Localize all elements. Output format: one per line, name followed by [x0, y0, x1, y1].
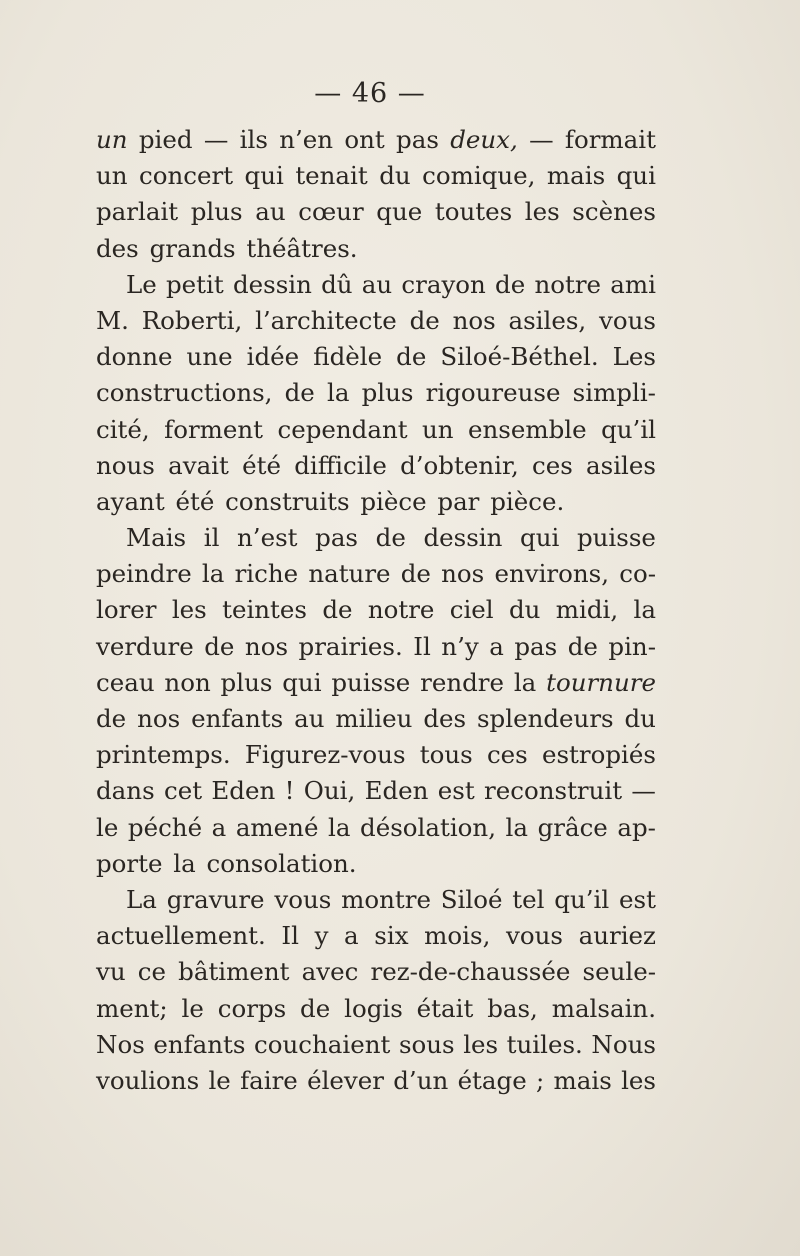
- word: ce: [137, 957, 167, 987]
- word: ceau: [96, 667, 155, 697]
- word: avait: [168, 450, 229, 480]
- word: petit: [166, 269, 224, 299]
- word: logis: [344, 993, 403, 1023]
- word: plus: [361, 378, 414, 408]
- word: cité,: [96, 414, 150, 444]
- word: Figurez-vous: [244, 740, 406, 770]
- word: au: [294, 704, 325, 733]
- word: étage: [457, 1065, 527, 1095]
- word: ap-: [617, 812, 656, 842]
- word: pièce.: [490, 486, 565, 516]
- word: co-: [619, 559, 656, 589]
- word: un: [422, 414, 454, 444]
- word: de: [375, 523, 406, 553]
- word: tel: [512, 884, 545, 914]
- word: bas,: [487, 993, 538, 1023]
- word: ils: [239, 125, 268, 154]
- text-line: [96, 701, 656, 737]
- word: qu’il: [601, 414, 656, 444]
- word: la: [633, 595, 656, 625]
- word: pièce: [360, 486, 427, 516]
- word: amené: [235, 812, 319, 842]
- word: !: [284, 776, 295, 806]
- word: des: [423, 704, 467, 733]
- word: puisse: [331, 667, 411, 697]
- word: vous: [599, 305, 656, 335]
- word: il: [203, 523, 220, 553]
- word: la: [328, 812, 351, 842]
- text-line: [96, 520, 656, 556]
- word: Eden: [364, 776, 429, 806]
- word: montre: [341, 884, 431, 914]
- word: ment;: [96, 993, 168, 1023]
- word: Le: [126, 269, 157, 299]
- word: ces: [531, 450, 573, 480]
- word: cœur: [298, 197, 364, 227]
- word: actuellement.: [96, 921, 266, 951]
- word: gravure: [166, 884, 265, 914]
- word: de: [284, 378, 315, 408]
- word: comique,: [422, 161, 536, 191]
- word: de: [300, 993, 331, 1023]
- word: pas: [396, 125, 439, 154]
- word: vous: [506, 921, 563, 951]
- word: corps: [217, 993, 287, 1023]
- word: auriez: [578, 921, 656, 951]
- word: de: [322, 595, 353, 625]
- word: grâce: [537, 812, 608, 842]
- word: d’un: [393, 1065, 449, 1095]
- italic-word: tournure: [546, 667, 656, 697]
- word: pas: [514, 631, 558, 661]
- word: dessin: [232, 269, 312, 299]
- text-line: [96, 122, 656, 158]
- text-line: [96, 737, 656, 773]
- word: du: [508, 595, 541, 625]
- word: élever: [307, 1065, 384, 1095]
- word: rigoureuse: [425, 378, 561, 408]
- text-line: [96, 592, 656, 628]
- word: enfants: [153, 1029, 246, 1059]
- word: fidèle: [313, 342, 383, 372]
- word: Nous: [591, 1029, 656, 1059]
- word: pas: [315, 523, 359, 553]
- word: idée: [246, 342, 300, 372]
- word: verdure: [96, 631, 194, 661]
- word: au: [255, 197, 286, 227]
- word: une: [186, 342, 233, 372]
- word: pin-: [608, 631, 656, 661]
- word: donne: [96, 342, 173, 372]
- word: Il: [281, 921, 299, 951]
- word: non: [164, 667, 211, 697]
- word: mais: [553, 1065, 612, 1095]
- word: six: [374, 921, 409, 951]
- word: —: [529, 125, 554, 154]
- word: tenait: [295, 161, 368, 191]
- word: Mais: [126, 523, 187, 553]
- word: un: [96, 161, 128, 191]
- word: a: [211, 812, 227, 842]
- word: reconstruit: [484, 776, 623, 806]
- word: teintes: [222, 595, 307, 625]
- word: tous: [419, 740, 473, 770]
- word: notre: [534, 269, 602, 299]
- word: nos: [244, 631, 289, 661]
- word: nos: [452, 305, 496, 335]
- word: qui: [282, 667, 322, 697]
- word: du: [624, 704, 656, 733]
- text-line: [96, 882, 656, 918]
- word: sous: [398, 1029, 455, 1059]
- word: mais: [546, 161, 606, 191]
- text-line: [96, 267, 656, 303]
- word: ;: [535, 1065, 545, 1095]
- word: par: [437, 486, 480, 516]
- word: prairies.: [298, 631, 403, 661]
- word: de: [409, 305, 440, 335]
- word: Roberti,: [141, 305, 243, 335]
- text-line: [96, 991, 656, 1027]
- word: parlait: [96, 197, 179, 227]
- word: les: [171, 595, 207, 625]
- word: Eden: [211, 776, 276, 806]
- word: mois,: [424, 921, 491, 951]
- word: rendre: [420, 667, 505, 697]
- word: couchaient: [254, 1029, 391, 1059]
- word: plus: [190, 197, 243, 227]
- text-line: [96, 954, 656, 990]
- word: de: [495, 269, 526, 299]
- word: le: [208, 1065, 231, 1095]
- word: environs,: [494, 559, 610, 589]
- word: crayon: [401, 269, 486, 299]
- text-line: [96, 375, 656, 411]
- word: —: [203, 125, 229, 154]
- word: midi,: [555, 595, 619, 625]
- word: qui: [616, 161, 656, 191]
- word: les: [524, 197, 560, 227]
- word: estropiés: [541, 740, 656, 770]
- word: les: [463, 1029, 499, 1059]
- word: ont: [344, 125, 385, 154]
- word: pied: [138, 125, 193, 154]
- word: de: [204, 631, 235, 661]
- word: la: [326, 378, 350, 408]
- word: simpli-: [572, 378, 656, 408]
- word: était: [416, 993, 474, 1023]
- text-line: [96, 158, 656, 194]
- word: asiles,: [508, 305, 587, 335]
- body-text: [96, 122, 656, 1099]
- word: difficile: [294, 450, 387, 480]
- word: toutes: [434, 197, 513, 227]
- text-line: [96, 484, 656, 520]
- word: asiles: [586, 450, 656, 480]
- word: nous: [96, 450, 155, 480]
- word: riche: [234, 559, 299, 589]
- word: de: [567, 631, 598, 661]
- word: a: [344, 921, 359, 951]
- text-line: [96, 303, 656, 339]
- word: au: [361, 269, 393, 299]
- word: nature: [308, 559, 391, 589]
- word: été: [175, 486, 215, 516]
- word: n’y: [441, 631, 479, 661]
- word: faire: [240, 1065, 298, 1095]
- text-line: [96, 231, 656, 267]
- italic-word: deux,: [450, 125, 518, 154]
- word: M.: [96, 305, 129, 335]
- text-line: [96, 194, 656, 230]
- word: —: [631, 776, 656, 806]
- word: ami: [610, 269, 656, 299]
- word: de: [396, 342, 427, 372]
- text-line: [96, 810, 656, 846]
- word: construits: [225, 486, 350, 516]
- word: du: [379, 161, 411, 191]
- page-number: — 46 —: [314, 78, 426, 109]
- word: péché: [127, 812, 203, 842]
- word: ayant: [96, 486, 165, 516]
- text-line: [96, 1027, 656, 1063]
- word: nos: [137, 704, 181, 733]
- word: n’est: [237, 523, 298, 553]
- text-line: [96, 773, 656, 809]
- word: de: [96, 704, 127, 733]
- word: des: [96, 233, 139, 263]
- word: La: [126, 884, 157, 914]
- word: constructions,: [96, 378, 273, 408]
- word: été: [242, 450, 281, 480]
- word: milieu: [335, 704, 413, 733]
- word: dû: [321, 269, 353, 299]
- text-line: [96, 629, 656, 665]
- word: vu: [96, 957, 126, 987]
- text-line: [96, 556, 656, 592]
- text-line: [96, 846, 656, 882]
- word: consolation.: [206, 848, 357, 878]
- word: la: [505, 812, 528, 842]
- word: peindre: [96, 559, 192, 589]
- word: tuiles.: [506, 1029, 583, 1059]
- word: d’obtenir,: [400, 450, 519, 480]
- word: vous: [274, 884, 332, 914]
- word: grands: [149, 233, 236, 263]
- text-line: [96, 1063, 656, 1099]
- word: scènes: [572, 197, 656, 227]
- word: qu’il: [554, 884, 610, 914]
- word: porte: [96, 848, 163, 878]
- word: lorer: [96, 595, 157, 625]
- word: la: [201, 559, 225, 589]
- word: malsain.: [551, 993, 656, 1023]
- text-line: [96, 448, 656, 484]
- word: Siloé-Béthel.: [440, 342, 599, 372]
- word: ciel: [449, 595, 494, 625]
- word: que: [376, 197, 423, 227]
- word: concert: [139, 161, 234, 191]
- word: désolation,: [360, 812, 496, 842]
- word: puisse: [576, 523, 656, 553]
- word: notre: [367, 595, 435, 625]
- text-line: [96, 412, 656, 448]
- word: bâtiment: [178, 957, 290, 987]
- text-line: [96, 665, 656, 701]
- word: théâtres.: [246, 233, 358, 263]
- word: y: [314, 921, 329, 951]
- word: est: [437, 776, 475, 806]
- word: seule-: [582, 957, 656, 987]
- word: de: [400, 559, 431, 589]
- word: nos: [441, 559, 485, 589]
- word: splendeurs: [476, 704, 614, 733]
- word: cependant: [277, 414, 408, 444]
- text-line: [96, 918, 656, 954]
- word: enfants: [191, 704, 284, 733]
- word: qui: [520, 523, 560, 553]
- text-line: [96, 339, 656, 375]
- word: plus: [220, 667, 273, 697]
- word: dessin: [423, 523, 503, 553]
- word: ensemble: [468, 414, 587, 444]
- word: a: [489, 631, 504, 661]
- word: formait: [564, 125, 656, 154]
- word: le: [96, 812, 119, 842]
- word: Siloé: [440, 884, 503, 914]
- word: avec: [301, 957, 359, 987]
- word: est: [619, 884, 656, 914]
- word: rez-de-chaussée: [370, 957, 571, 987]
- word: ces: [486, 740, 528, 770]
- word: Oui,: [303, 776, 356, 806]
- word: cet: [163, 776, 203, 806]
- word: la: [513, 667, 537, 697]
- word: l’architecte: [255, 305, 397, 335]
- word: forment: [164, 414, 264, 444]
- word: n’en: [279, 125, 334, 154]
- word: Il: [413, 631, 431, 661]
- word: les: [621, 1065, 656, 1095]
- word: Les: [612, 342, 656, 372]
- word: la: [173, 848, 196, 878]
- italic-word: un: [96, 125, 128, 154]
- word: dans: [96, 776, 155, 806]
- word: voulions: [96, 1065, 200, 1095]
- word: qui: [244, 161, 284, 191]
- word: Nos: [96, 1029, 145, 1059]
- word: printemps.: [96, 740, 231, 770]
- word: le: [181, 993, 204, 1023]
